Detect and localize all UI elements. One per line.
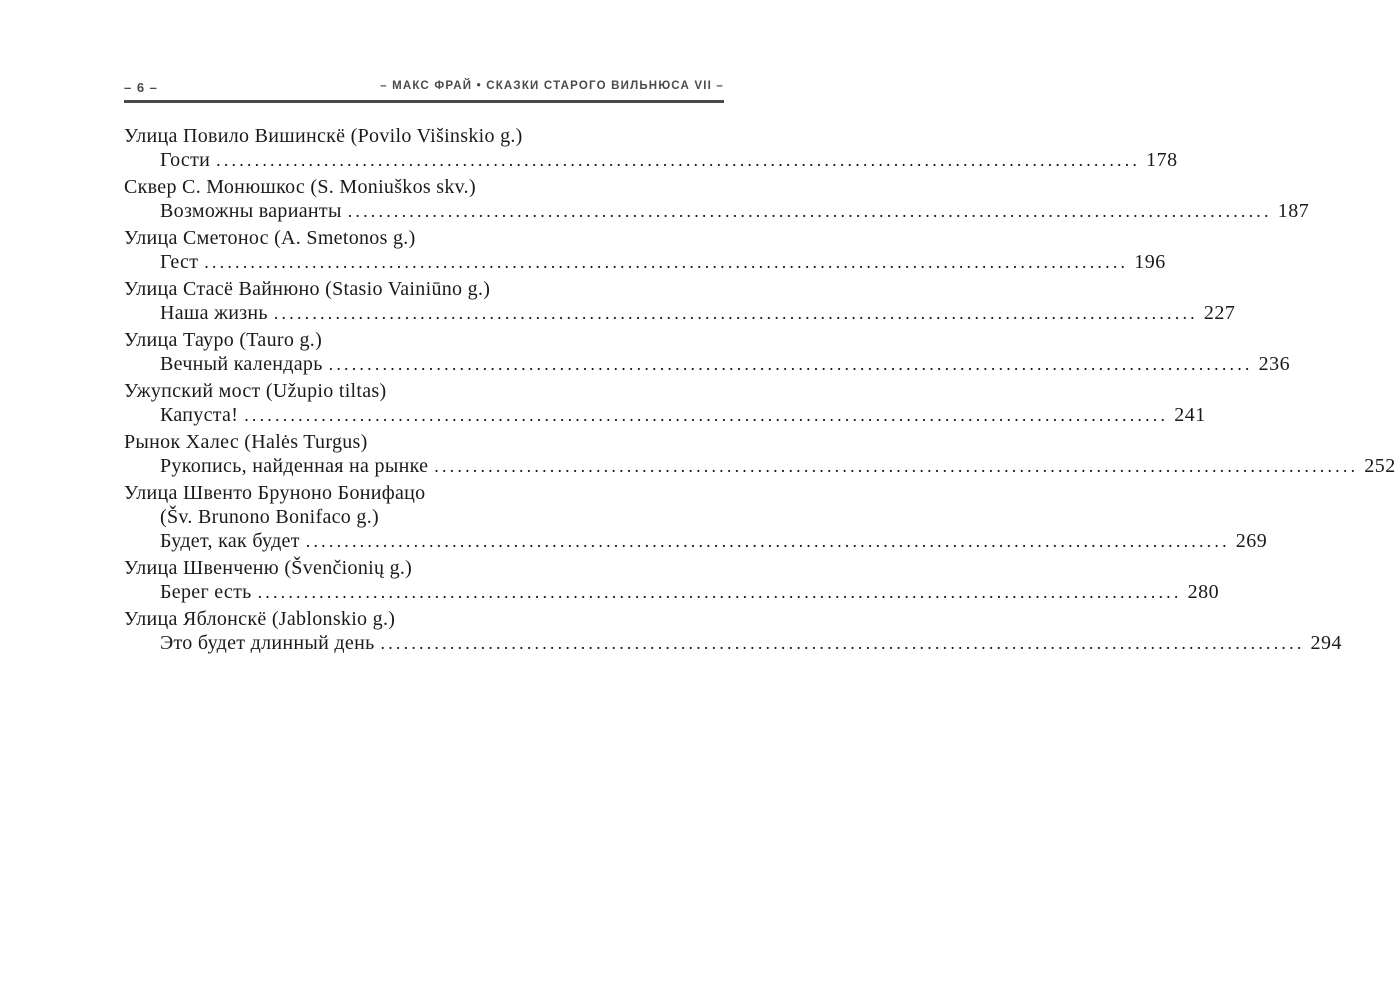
toc-entry xyxy=(124,226,1166,274)
story-page: 227 xyxy=(1203,302,1236,324)
toc-story-line[interactable] xyxy=(124,529,1268,553)
street-name: Улица Швенто Бруноно Бонифацо xyxy=(124,482,426,504)
toc-entry xyxy=(124,379,1206,427)
story-title: Гости xyxy=(160,149,211,171)
story-title: Возможны варианты xyxy=(160,200,342,222)
toc-entry xyxy=(124,607,1343,655)
story-page: 196 xyxy=(1134,251,1166,273)
street-name: Улица Сметонос (A. Smetonos g.) xyxy=(124,227,416,249)
toc-story-line[interactable] xyxy=(124,580,1220,604)
story-title: Берег есть xyxy=(160,581,252,603)
story-title: Вечный календарь xyxy=(160,353,323,375)
street-name: Рынок Халес (Halės Turgus) xyxy=(124,431,368,453)
toc-story-line[interactable] xyxy=(124,454,1396,478)
toc-story-line[interactable] xyxy=(124,301,1236,325)
running-title: – МАКС ФРАЙ • СКАЗКИ СТАРОГО ВИЛЬНЮСА VII – xyxy=(380,80,724,92)
story-title: Рукопись, найденная на рынке xyxy=(160,455,429,477)
dot-leader: ........................................................................................................................ xyxy=(204,252,1129,272)
toc-entry xyxy=(124,277,1236,325)
dot-leader: ........................................................................................................................ xyxy=(305,531,1230,551)
street-name: Ужупский мост (Užupio tiltas) xyxy=(124,380,387,402)
story-title: Наша жизнь xyxy=(160,302,268,324)
street-name-continued: (Šv. Brunono Bonifaco g.) xyxy=(160,506,379,528)
story-page: 280 xyxy=(1187,581,1220,603)
toc-entry xyxy=(124,481,1268,553)
story-page: 236 xyxy=(1258,353,1291,375)
street-name: Улица Яблонскё (Jablonskio g.) xyxy=(124,608,396,630)
street-name: Улица Стасё Вайнюно (Stasio Vainiūno g.) xyxy=(124,278,491,300)
toc-story-line[interactable] xyxy=(124,631,1343,655)
story-page: 269 xyxy=(1235,530,1268,552)
toc-entry xyxy=(124,175,1310,223)
dot-leader: ........................................................................................................................ xyxy=(216,150,1141,170)
street-name: Улица Повило Вишинскё (Povilo Višinskio g.) xyxy=(124,125,523,147)
story-title: Гест xyxy=(160,251,199,273)
header-rule xyxy=(124,100,724,103)
story-title: Капуста! xyxy=(160,404,239,426)
toc-entry xyxy=(124,328,1291,376)
toc-entry xyxy=(124,430,1396,478)
story-title: Будет, как будет xyxy=(160,530,300,552)
dot-leader: ........................................................................................................................ xyxy=(347,201,1272,221)
toc-entry xyxy=(124,556,1220,604)
toc-story-line[interactable] xyxy=(124,250,1166,274)
street-name: Улица Тауро (Tauro g.) xyxy=(124,329,323,351)
dot-leader: ........................................................................................................................ xyxy=(273,303,1198,323)
dot-leader: ........................................................................................................................ xyxy=(434,456,1359,476)
toc-story-line[interactable] xyxy=(124,199,1310,223)
table-of-contents xyxy=(124,124,1396,658)
street-name: Улица Швенченю (Švenčionių g.) xyxy=(124,557,413,579)
page-header xyxy=(124,80,724,100)
toc-entry xyxy=(124,124,1178,172)
toc-story-line[interactable] xyxy=(124,148,1178,172)
story-page: 241 xyxy=(1174,404,1206,426)
story-page: 252 xyxy=(1364,455,1396,477)
dot-leader: ........................................................................................................................ xyxy=(380,633,1305,653)
dot-leader: ........................................................................................................................ xyxy=(257,582,1182,602)
dot-leader: ........................................................................................................................ xyxy=(244,405,1169,425)
page-number: – 6 – xyxy=(124,80,158,95)
story-page: 187 xyxy=(1277,200,1310,222)
story-page: 294 xyxy=(1310,632,1343,654)
street-name: Сквер С. Монюшкос (S. Moniuškos skv.) xyxy=(124,176,476,198)
story-title: Это будет длинный день xyxy=(160,632,375,654)
toc-story-line[interactable] xyxy=(124,403,1206,427)
toc-story-line[interactable] xyxy=(124,352,1291,376)
dot-leader: ........................................................................................................................ xyxy=(328,354,1253,374)
story-page: 178 xyxy=(1146,149,1178,171)
